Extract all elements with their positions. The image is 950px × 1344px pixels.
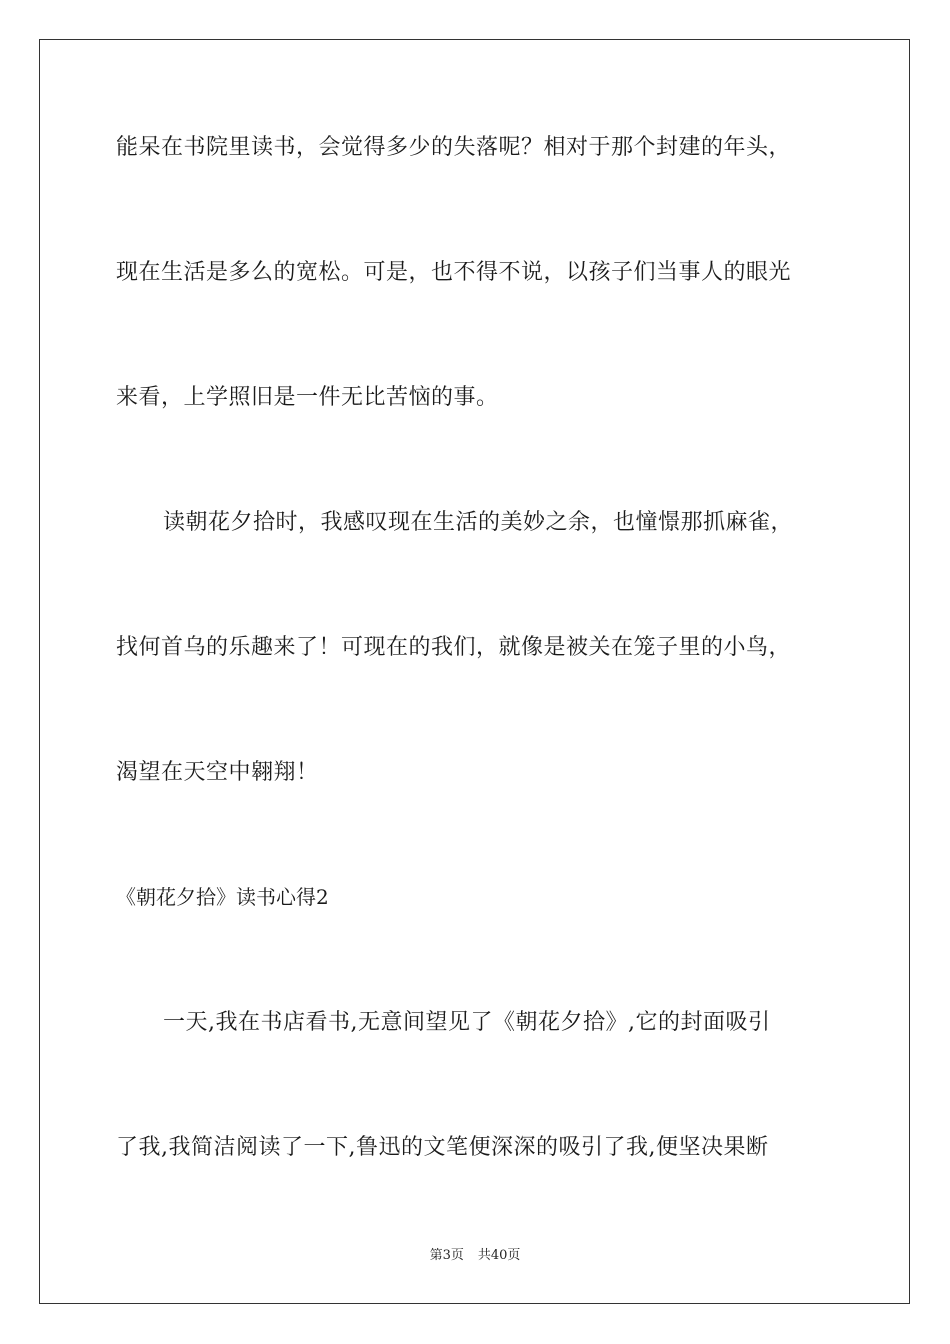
paragraph-line: 渴望在天空中翱翔！: [116, 760, 319, 785]
paragraph-line: 能呆在书院里读书，会觉得多少的失落呢？相对于那个封建的年头，: [116, 135, 792, 160]
paragraph-line: 来看，上学照旧是一件无比苦恼的事。: [116, 385, 499, 410]
page-total: 共40页: [477, 1248, 521, 1263]
page-number: 第3页: [429, 1248, 464, 1263]
section-heading: 《朝花夕拾》读书心得2: [116, 885, 329, 909]
paragraph-line: 了我,我简洁阅读了一下,鲁迅的文笔便深深的吸引了我,便坚决果断: [116, 1135, 769, 1160]
paragraph-line: 找何首乌的乐趣来了！可现在的我们，就像是被关在笼子里的小鸟，: [116, 635, 792, 660]
paragraph-line: 一天,我在书店看书,无意间望见了《朝花夕拾》,它的封面吸引: [163, 1010, 771, 1035]
page-frame: [39, 39, 910, 1304]
page-footer: [0, 1246, 950, 1266]
paragraph-line: 现在生活是多么的宽松。可是，也不得不说，以孩子们当事人的眼光: [116, 260, 792, 285]
paragraph-line: 读朝花夕拾时，我感叹现在生活的美妙之余，也憧憬那抓麻雀，: [163, 510, 794, 535]
